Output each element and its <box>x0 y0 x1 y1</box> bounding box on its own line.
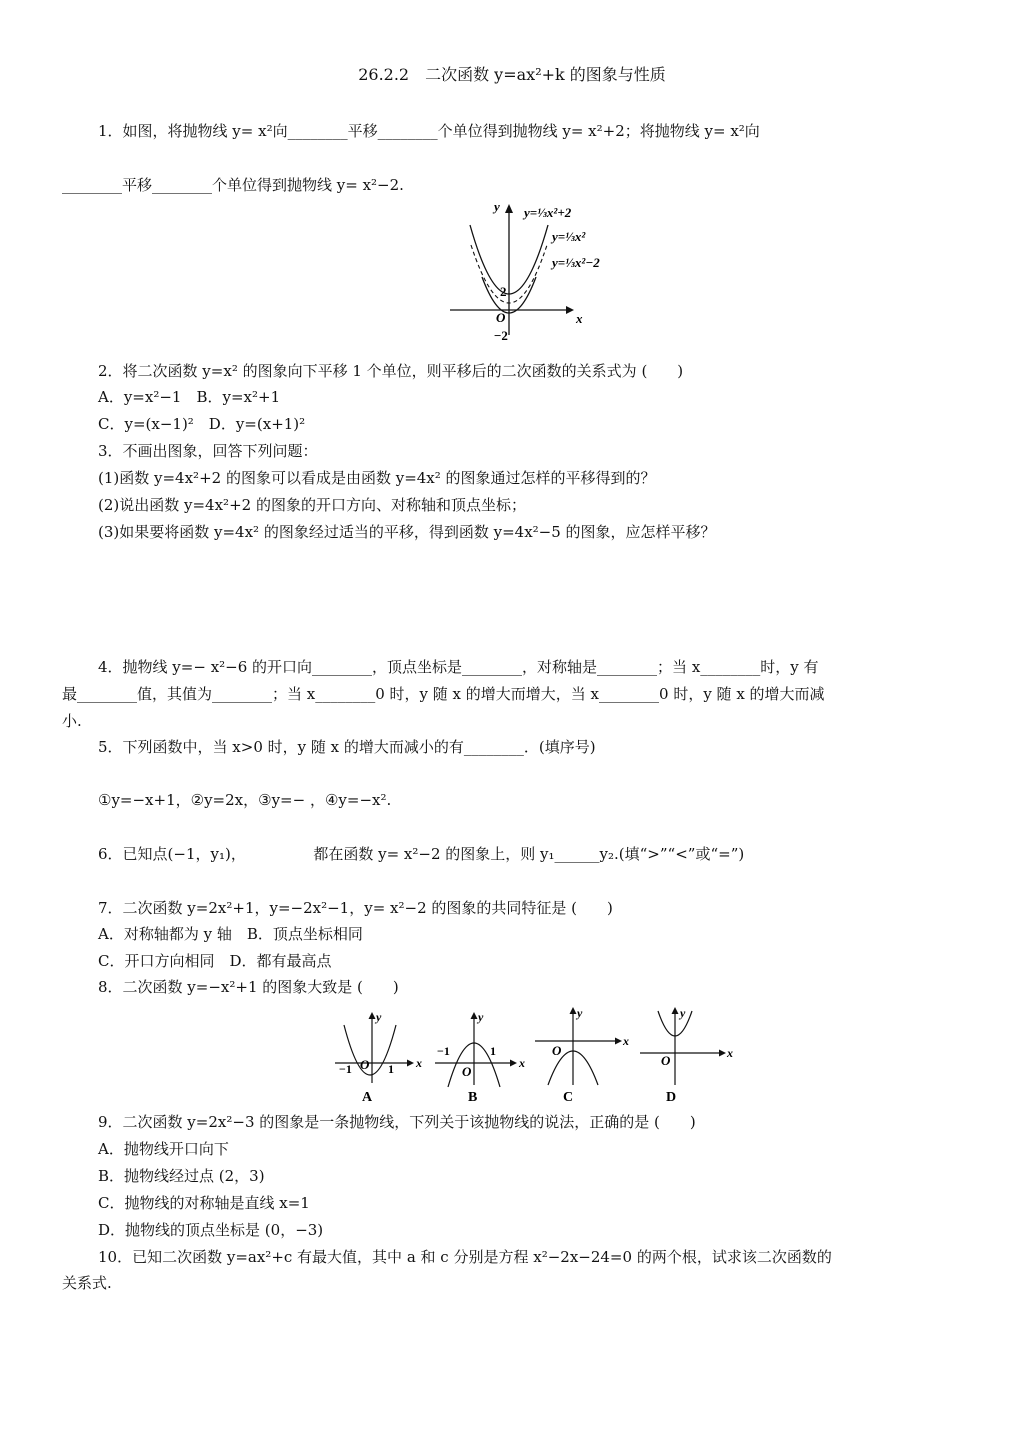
q3-line-1: 3．不画出图象，回答下列问题： <box>98 442 318 460</box>
option-a-graph <box>335 1010 422 1105</box>
option-b-label: B <box>468 1090 478 1105</box>
q2-line-1: 2．将二次函数 y=x² 的图象向下平移 1 个单位，则平移后的二次函数的关系式为 ( ) <box>98 362 684 380</box>
option-c-y-label: y <box>577 1006 583 1020</box>
option-d-graph <box>640 1006 733 1105</box>
option-b-graph <box>435 1010 525 1105</box>
fig1-y-label: y <box>494 199 500 214</box>
option-b-x-label: x <box>519 1056 525 1070</box>
q10-line-1: 10．已知二次函数 y=ax²+c 有最大值，其中 a 和 c 分别是方程 x²−2x−24=0 的两个根，试求该二次函数的 <box>98 1248 832 1266</box>
q4-line-3: 小. <box>62 712 82 730</box>
q2-options-cd: C．y=(x−1)² D．y=(x+1)² <box>98 415 306 433</box>
figure-8-options <box>330 1005 740 1105</box>
q3-sub-2: (2)说出函数 y=4x²+2 的图象的开口方向、对称轴和顶点坐标； <box>98 496 526 514</box>
option-a-origin: O <box>360 1057 370 1072</box>
option-b-origin: O <box>462 1064 472 1079</box>
option-d-origin: O <box>661 1053 671 1068</box>
q2-options-ab: A．y=x²−1 B．y=x²+1 <box>98 388 281 406</box>
q1-line-1: 1．如图，将抛物线 y= x²向________平移________个单位得到抛物线 y= x²+2；将抛物线 y= x²向 <box>98 122 760 140</box>
fig1-label-middle: y=⅓x² <box>552 229 586 244</box>
q4-line-1: 4．抛物线 y=− x²−6 的开口向________，顶点坐标是________，对称轴是________；当 x________时，y 有 <box>98 658 819 676</box>
q8-line-1: 8．二次函数 y=−x²+1 的图象大致是 ( ) <box>98 978 399 996</box>
q4-line-2: 最________值，其值为________；当 x________0 时，y 随 x 的增大而增大，当 x________0 时，y 随 x 的增大而减 <box>62 685 825 703</box>
option-d-y-label: y <box>680 1006 686 1020</box>
q3-sub-3: (3)如果要将函数 y=4x² 的图象经过适当的平移，得到函数 y=4x²−5 的图象，应怎样平移？ <box>98 523 716 541</box>
fig1-origin-label: O <box>496 310 506 325</box>
q1-line-2: ________平移________个单位得到抛物线 y= x²−2. <box>62 176 404 194</box>
fig1-label-upper: y=⅓x²+2 <box>524 205 572 220</box>
figure-1-parabolas <box>440 195 620 345</box>
option-d-label: D <box>666 1090 677 1105</box>
q3-sub-1: (1)函数 y=4x²+2 的图象可以看成是由函数 y=4x² 的图象通过怎样的平移得到的？ <box>98 469 656 487</box>
fig1-x-arrow <box>566 306 574 314</box>
option-b-one: 1 <box>490 1044 496 1058</box>
option-a-label: A <box>362 1090 373 1105</box>
option-b-y-label: y <box>478 1010 484 1024</box>
q5-options: ①y=−x+1，②y=2x，③y=− ，④y=−x². <box>98 791 392 809</box>
option-a-x-label: x <box>416 1056 422 1070</box>
q7-line-1: 7．二次函数 y=2x²+1，y=−2x²−1，y= x²−2 的图象的共同特征是 ( ) <box>98 899 613 917</box>
q7-options-ab: A．对称轴都为 y 轴 B．顶点坐标相同 <box>98 925 363 943</box>
q9-option-b: B．抛物线经过点 (2，3) <box>98 1167 265 1185</box>
q10-line-2: 关系式. <box>62 1274 112 1292</box>
option-a-one: 1 <box>388 1062 394 1076</box>
page-title: 26.2.2 二次函数 y=ax²+k 的图象与性质 <box>358 65 666 84</box>
q6-line-1: 6．已知点(−1，y₁)， 都在函数 y= x²−2 的图象上，则 y₁______y₂.(填“>”“<”或“=”) <box>98 845 745 863</box>
q9-line-1: 9．二次函数 y=2x²−3 的图象是一条抛物线，下列关于该抛物线的说法，正确的是 ( ) <box>98 1113 696 1131</box>
fig1-y-arrow <box>505 204 513 213</box>
q5-line-1: 5．下列函数中，当 x>0 时，y 随 x 的增大而减小的有________．(填序号) <box>98 738 596 756</box>
q9-option-d: D．抛物线的顶点坐标是 (0，−3) <box>98 1221 324 1239</box>
option-d-x-label: x <box>727 1046 733 1060</box>
fig1-tick-neg2: −2 <box>494 328 508 343</box>
option-b-neg-one: −1 <box>437 1044 450 1058</box>
q9-option-a: A．抛物线开口向下 <box>98 1140 229 1158</box>
q7-options-cd: C．开口方向相同 D．都有最高点 <box>98 952 332 970</box>
q9-option-c: C．抛物线的对称轴是直线 x=1 <box>98 1194 310 1212</box>
option-a-y-label: y <box>376 1010 382 1024</box>
option-a-neg-one: −1 <box>339 1062 352 1076</box>
option-c-graph <box>535 1006 629 1105</box>
option-c-x-label: x <box>623 1034 629 1048</box>
option-c-label: C <box>563 1090 574 1105</box>
fig1-x-label: x <box>576 311 583 326</box>
fig1-tick-2: 2 <box>500 284 507 299</box>
fig1-label-lower: y=⅓x²−2 <box>552 255 600 270</box>
option-c-origin: O <box>552 1043 562 1058</box>
